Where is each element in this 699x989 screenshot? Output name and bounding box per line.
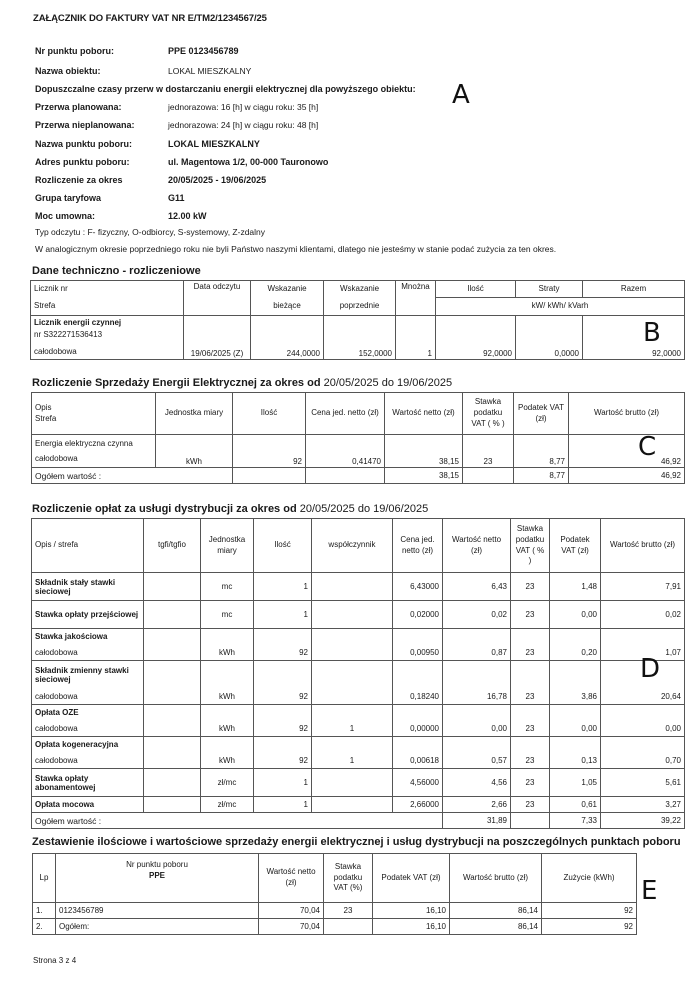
cell-brutto: 3,27 [601,797,685,813]
cell-tg [144,573,201,601]
cell-razem: 92,0000 [583,316,685,360]
cell-jm: kWh [201,753,254,769]
info-value: LOKAL MIESZKALNY [168,139,260,149]
cell-jm: zł/mc [201,797,254,813]
info-value: 20/05/2025 - 19/06/2025 [168,175,267,185]
col-brutto: Wartość brutto (zł) [450,854,542,903]
col-ilosc: Ilość [436,281,516,298]
cell-netto: 16,78 [443,689,511,705]
cell-tg [144,645,201,661]
col-wspolczynnik: współczynnik [312,519,393,573]
info-value: jednorazowa: 24 [h] w ciągu roku: 48 [h] [168,120,319,130]
col-vat: Podatek VAT (zł) [514,393,569,435]
col-straty: Straty [516,281,583,298]
cell-brutto: 86,14 [450,919,542,935]
cell-ilosc: 92,0000 [436,316,516,360]
empty-cell [393,705,443,721]
row-description: Energia elektryczna czynna [35,439,133,448]
table-row-heading [32,661,685,689]
sales-section-title [32,377,452,389]
cell-cena: 0,00618 [393,753,443,769]
table-row [32,645,685,661]
technical-table [30,280,685,360]
cell-stawka: 23 [511,601,550,629]
distribution-title-dates: 20/05/2025 do 19/06/2025 [296,503,429,515]
cell-jm: kWh [156,435,233,468]
cell-stawka: 23 [511,797,550,813]
distribution-section-title [32,503,428,515]
table-row [32,753,685,769]
cell-opis: Stawka jakościowa [32,629,144,645]
cell-brutto: 20,64 [601,689,685,705]
info-label: Nazwa obiektu: [35,66,101,76]
cell-brutto: 46,92 [569,435,685,468]
cell-wspolczynnik [312,645,393,661]
cell-zuzycie: 92 [542,903,637,919]
empty-cell [443,737,511,753]
col-stawka: Stawka podatku VAT ( % ) [511,519,550,573]
cell-cena: 4,56000 [393,769,443,797]
info-value: ul. Magentowa 1/2, 00-000 Tauronowo [168,157,329,167]
cell-ilosc: 92 [233,435,306,468]
total-brutto: 46,92 [569,468,685,484]
empty-cell [393,737,443,753]
cell-opis: Składnik zmienny stawki sieciowej [32,661,144,689]
col-stawka: Stawka podatku VAT ( % ) [463,393,514,435]
document-title: ZAŁĄCZNIK DO FAKTURY VAT NR E/TM2/1234567/25 [33,13,267,24]
cell-opis: Stawka opłaty abonamentowej [32,769,144,797]
col-cena: Cena jed. netto (zł) [393,519,443,573]
cell-stawka: 23 [511,753,550,769]
col-wskazanie-poprzednie-1: Wskazanie [324,281,396,298]
empty-cell [511,661,550,689]
cell-jm: kWh [201,721,254,737]
empty-cell [144,705,201,721]
info-label: Moc umowna: [35,211,95,221]
cell-licznik [31,316,184,360]
cell-nr-punktu: Ogółem: [56,919,259,935]
col-wskazanie-biezace-1: Wskazanie [251,281,324,298]
cell-netto: 0,02 [443,601,511,629]
col-nr-punktu-label: Nr punktu poboru [126,860,188,869]
empty-cell [443,629,511,645]
cell-straty: 0,0000 [516,316,583,360]
table-row [32,769,685,797]
empty-cell [312,705,393,721]
marker-c: C [638,432,657,462]
col-netto: Wartość netto (zł) [443,519,511,573]
info-value: G11 [168,193,185,203]
total-netto: 38,15 [385,468,463,484]
col-licznik: Licznik nr [31,281,184,298]
cell-ilosc: 92 [254,645,312,661]
cell-netto: 38,15 [385,435,463,468]
cell-wspolczynnik [312,769,393,797]
cell-stawka: 23 [511,769,550,797]
cell-stawka: 23 [511,573,550,601]
cell-netto: 0,87 [443,645,511,661]
meter-name: Licznik energii czynnej [34,318,122,327]
cell-jm: kWh [201,689,254,705]
cell-netto: 0,57 [443,753,511,769]
cell-jm: mc [201,601,254,629]
cell-jm: kWh [201,645,254,661]
cell-lp: 2. [33,919,56,935]
col-ppe-label: PPE [148,870,165,880]
total-brutto: 39,22 [601,813,685,829]
cell-tg [144,721,201,737]
total-label: Ogółem wartość : [32,468,233,484]
page-number: Strona 3 z 4 [33,956,77,965]
sales-table [31,392,685,484]
previous-year-note: W analogicznym okresie poprzedniego roku nie byli Państwo naszymi klientami, dlatego nie jesteśmy w stanie podać zużycia za ten okres. [35,244,557,254]
empty-cell [511,813,550,829]
cell-zuzycie: 92 [542,919,637,935]
col-strefa: Strefa [35,413,57,423]
info-value: PPE 0123456789 [168,46,239,56]
technical-section-title: Dane techniczno - rozliczeniowe [32,265,201,277]
table-row [32,797,685,813]
total-netto: 31,89 [443,813,511,829]
cell-tg [144,753,201,769]
summary-table [32,853,637,935]
empty-cell [550,629,601,645]
cell-vat: 0,20 [550,645,601,661]
info-label: Przerwa planowana: [35,102,122,112]
empty-cell [201,737,254,753]
cell-opis [32,435,156,468]
col-opis: Opis [35,402,52,412]
cell-tg [144,797,201,813]
info-label: Grupa taryfowa [35,193,102,203]
info-label: Nr punktu poboru: [35,46,114,56]
total-row [32,813,685,829]
cell-netto: 2,66 [443,797,511,813]
cell-brutto: 0,02 [601,601,685,629]
empty-cell [511,737,550,753]
cell-vat: 1,48 [550,573,601,601]
info-value: LOKAL MIESZKALNY [168,66,252,76]
sales-title-dates: 20/05/2025 do 19/06/2025 [320,377,453,389]
cell-ilosc: 92 [254,689,312,705]
empty-cell [201,705,254,721]
marker-e: E [641,876,658,906]
total-row [32,468,685,484]
cell-tg [144,689,201,705]
cell-jm: mc [201,573,254,601]
sales-title-text: Rozliczenie Sprzedaży Energii Elektrycznej za okres od [32,377,321,389]
cell-netto: 70,04 [259,919,324,935]
cell-cena: 0,00000 [393,721,443,737]
empty-cell [511,705,550,721]
col-nr-punktu [56,854,259,903]
cell-opis: całodobowa [32,645,144,661]
marker-d: D [640,654,661,684]
cell-opis: Opłata OZE [32,705,144,721]
cell-vat: 0,00 [550,601,601,629]
cell-brutto: 5,61 [601,769,685,797]
cell-wspolczynnik: 1 [312,753,393,769]
cell-brutto: 1,07 [601,645,685,661]
empty-cell [312,661,393,689]
cell-stawka: 23 [511,645,550,661]
col-strefa: Strefa [31,298,184,316]
cell-brutto: 0,70 [601,753,685,769]
empty-cell [463,468,514,484]
table-row [32,689,685,705]
empty-cell [393,629,443,645]
cell-opis: całodobowa [32,721,144,737]
cell-netto: 4,56 [443,769,511,797]
col-jednostka: Jednostka miary [156,393,233,435]
col-units: kW/ kWh/ kVarh [436,298,685,316]
cell-opis: całodobowa [32,689,144,705]
info-label: Rozliczenie za okres [35,175,123,185]
cell-cena: 2,66000 [393,797,443,813]
empty-cell [306,468,385,484]
col-ilosc: Ilość [233,393,306,435]
empty-cell [144,629,201,645]
table-row [32,435,685,468]
empty-cell [511,629,550,645]
col-jednostka: Jednostka miary [201,519,254,573]
col-razem: Razem [583,281,685,298]
table-row-heading [32,629,685,645]
cell-brutto: 7,91 [601,573,685,601]
col-ilosc: Ilość [254,519,312,573]
cell-ilosc: 92 [254,753,312,769]
empty-cell [393,661,443,689]
summary-section-title: Zestawienie ilościowe i wartościowe sprzedaży energii elektrycznej i usług dystrybucji na poszczególnych punktach poboru [32,836,681,848]
distribution-title-text: Rozliczenie opłat za usługi dystrybucji za okres od [32,503,297,515]
cell-opis: Opłata mocowa [32,797,144,813]
table-row [31,316,685,360]
table-row [33,903,637,919]
col-vat: Podatek VAT (zł) [373,854,450,903]
cell-brutto: 0,00 [601,721,685,737]
col-opis-strefa [32,393,156,435]
cell-opis: Stawka opłaty przejściowej [32,601,144,629]
empty-cell [233,468,306,484]
info-label: Adres punktu poboru: [35,157,130,167]
cell-stawka: 23 [511,721,550,737]
empty-cell [312,737,393,753]
total-vat: 8,77 [514,468,569,484]
meter-number: nr S322271536413 [34,330,103,339]
cell-wspolczynnik [312,573,393,601]
info-heading: Dopuszczalne czasy przerw w dostarczaniu energii elektrycznej dla powyższego obiektu: [35,84,416,94]
empty-cell [550,705,601,721]
cell-cena: 6,43000 [393,573,443,601]
cell-wspolczynnik [312,601,393,629]
cell-nr-punktu: 0123456789 [56,903,259,919]
table-row-heading [32,737,685,753]
cell-ilosc: 1 [254,573,312,601]
cell-vat: 16,10 [373,903,450,919]
empty-cell [312,629,393,645]
table-row [33,919,637,935]
empty-cell [254,737,312,753]
row-zone: całodobowa [35,454,78,464]
meter-zone: całodobowa [34,347,77,356]
total-vat: 7,33 [550,813,601,829]
empty-cell [254,629,312,645]
cell-wsk-pop: 152,0000 [324,316,396,360]
table-row [32,573,685,601]
cell-tg [144,769,201,797]
empty-cell [601,629,685,645]
empty-cell [144,661,201,689]
cell-netto: 0,00 [443,721,511,737]
cell-wspolczynnik [312,797,393,813]
cell-vat: 3,86 [550,689,601,705]
cell-vat: 8,77 [514,435,569,468]
cell-data: 19/06/2025 (Z) [184,316,251,360]
cell-tg [144,601,201,629]
cell-vat: 0,00 [550,721,601,737]
cell-wsk-biez: 244,0000 [251,316,324,360]
cell-mnozna: 1 [396,316,436,360]
cell-netto: 6,43 [443,573,511,601]
cell-cena: 0,18240 [393,689,443,705]
col-lp: Lp [33,854,56,903]
cell-cena: 0,00950 [393,645,443,661]
col-vat: Podatek VAT (zł) [550,519,601,573]
cell-ilosc: 1 [254,601,312,629]
col-mnozna: Mnożna [396,281,436,316]
cell-brutto: 86,14 [450,903,542,919]
info-label: Przerwa nieplanowana: [35,120,135,130]
cell-vat: 1,05 [550,769,601,797]
empty-cell [254,705,312,721]
info-label: Nazwa punktu poboru: [35,139,132,149]
col-tg: tgfi/tgfio [144,519,201,573]
cell-opis: Opłata kogeneracyjna [32,737,144,753]
cell-wspolczynnik [312,689,393,705]
empty-cell [601,705,685,721]
col-cena: Cena jed. netto (zł) [306,393,385,435]
cell-stawka [324,919,373,935]
empty-cell [201,661,254,689]
empty-cell [443,661,511,689]
empty-cell [601,737,685,753]
cell-cena: 0,41470 [306,435,385,468]
table-row [32,601,685,629]
info-value: jednorazowa: 16 [h] w ciągu roku: 35 [h] [168,102,319,112]
typ-odczytu-note: Typ odczytu : F- fizyczny, O-odbiorcy, S-systemowy, Z-zdalny [35,227,266,237]
cell-wspolczynnik: 1 [312,721,393,737]
cell-stawka: 23 [324,903,373,919]
cell-lp: 1. [33,903,56,919]
empty-cell [144,737,201,753]
empty-cell [443,705,511,721]
col-opis: Opis / strefa [32,519,144,573]
col-netto: Wartość netto (zł) [259,854,324,903]
total-label: Ogółem wartość : [32,813,443,829]
cell-opis: Składnik stały stawki sieciowej [32,573,144,601]
empty-cell [550,737,601,753]
info-value: 12.00 kW [168,211,207,221]
cell-cena: 0,02000 [393,601,443,629]
cell-vat: 0,13 [550,753,601,769]
cell-ilosc: 92 [254,721,312,737]
distribution-table [31,518,685,829]
cell-ilosc: 1 [254,769,312,797]
col-netto: Wartość netto (zł) [385,393,463,435]
col-brutto: Wartość brutto (zł) [569,393,685,435]
cell-vat: 16,10 [373,919,450,935]
table-row-heading [32,705,685,721]
cell-stawka: 23 [511,689,550,705]
col-wskazanie-biezace-2: bieżące [251,298,324,316]
table-row [32,721,685,737]
cell-ilosc: 1 [254,797,312,813]
col-brutto: Wartość brutto (zł) [601,519,685,573]
col-zuzycie: Zużycie (kWh) [542,854,637,903]
cell-jm: zł/mc [201,769,254,797]
empty-cell [201,629,254,645]
cell-opis: całodobowa [32,753,144,769]
col-stawka: Stawka podatku VAT (%) [324,854,373,903]
cell-netto: 70,04 [259,903,324,919]
empty-cell [254,661,312,689]
cell-vat: 0,61 [550,797,601,813]
marker-b: B [643,318,661,348]
col-wskazanie-poprzednie-2: poprzednie [324,298,396,316]
empty-cell [550,661,601,689]
col-data-odczytu: Data odczytu [184,281,251,316]
cell-stawka: 23 [463,435,514,468]
marker-a: A [452,80,470,110]
